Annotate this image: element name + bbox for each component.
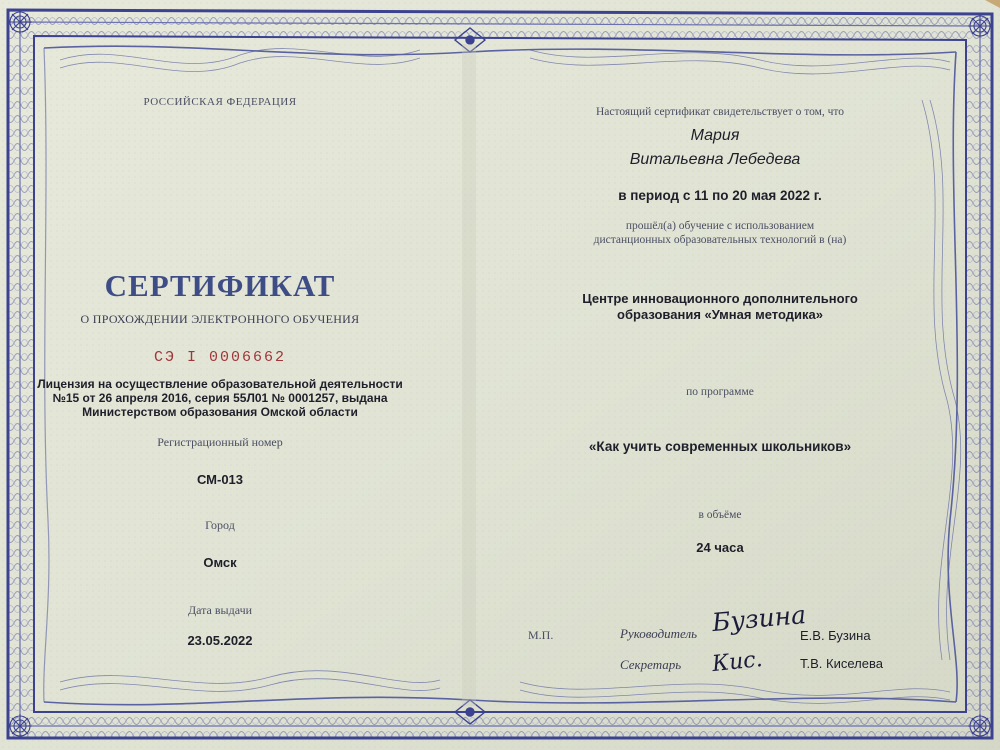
organization-name: [530, 291, 910, 323]
serial-number: СЭ I 0006662: [153, 349, 287, 366]
study-mode-line: дистанционных образовательных технологий в (на): [593, 234, 847, 246]
head-label: Руководитель: [620, 626, 698, 641]
license-line: Министерством образования Омской области: [82, 405, 358, 419]
certificate-subtitle: О ПРОХОЖДЕНИИ ЭЛЕКТРОННОГО ОБУЧЕНИЯ: [80, 312, 360, 326]
program-label: по программе: [686, 386, 754, 398]
certificate-title: СЕРТИФИКАТ: [104, 268, 336, 303]
recipient-first-name: Мария: [690, 127, 740, 144]
city-label: Город: [205, 518, 235, 532]
volume-value: 24 часа: [696, 540, 744, 555]
reg-number-label: Регистрационный номер: [157, 435, 283, 449]
city-value: Омск: [203, 555, 237, 570]
program-name: «Как учить современных школьников»: [588, 439, 852, 454]
secretary-signature: Кис.: [710, 646, 764, 678]
intro-text: Настоящий сертификат свидетельствует о том, что: [595, 106, 845, 118]
study-mode-line: прошёл(а) обучение с использованием: [625, 220, 815, 232]
head-name: Е.В. Бузина: [800, 628, 871, 643]
license-text: [20, 377, 420, 419]
issue-date-label: Дата выдачи: [187, 603, 253, 617]
recipient-name: [570, 124, 860, 172]
secretary-label: Секретарь: [620, 657, 682, 672]
stamp-place-label: М.П.: [528, 628, 554, 642]
issue-date-value: 23.05.2022: [187, 633, 253, 648]
volume-label: в объёме: [698, 509, 742, 521]
license-line: Лицензия на осуществление образовательной деятельности: [37, 377, 403, 391]
head-signature: Бузина: [710, 600, 808, 638]
training-period: в период с 11 по 20 мая 2022 г.: [618, 188, 822, 203]
license-line: №15 от 26 апреля 2016, серия 55Л01 № 0001257, выдана: [52, 391, 388, 405]
secretary-name: Т.В. Киселева: [800, 656, 883, 671]
organization-line: Центре инновационного дополнительного: [582, 291, 858, 306]
recipient-patronymic-surname: Витальевна Лебедева: [629, 151, 801, 168]
reg-number-value: СМ-013: [196, 472, 244, 487]
study-mode-text: [540, 219, 900, 247]
organization-line: образования «Умная методика»: [617, 307, 823, 322]
country-label: РОССИЙСКАЯ ФЕДЕРАЦИЯ: [143, 96, 297, 108]
